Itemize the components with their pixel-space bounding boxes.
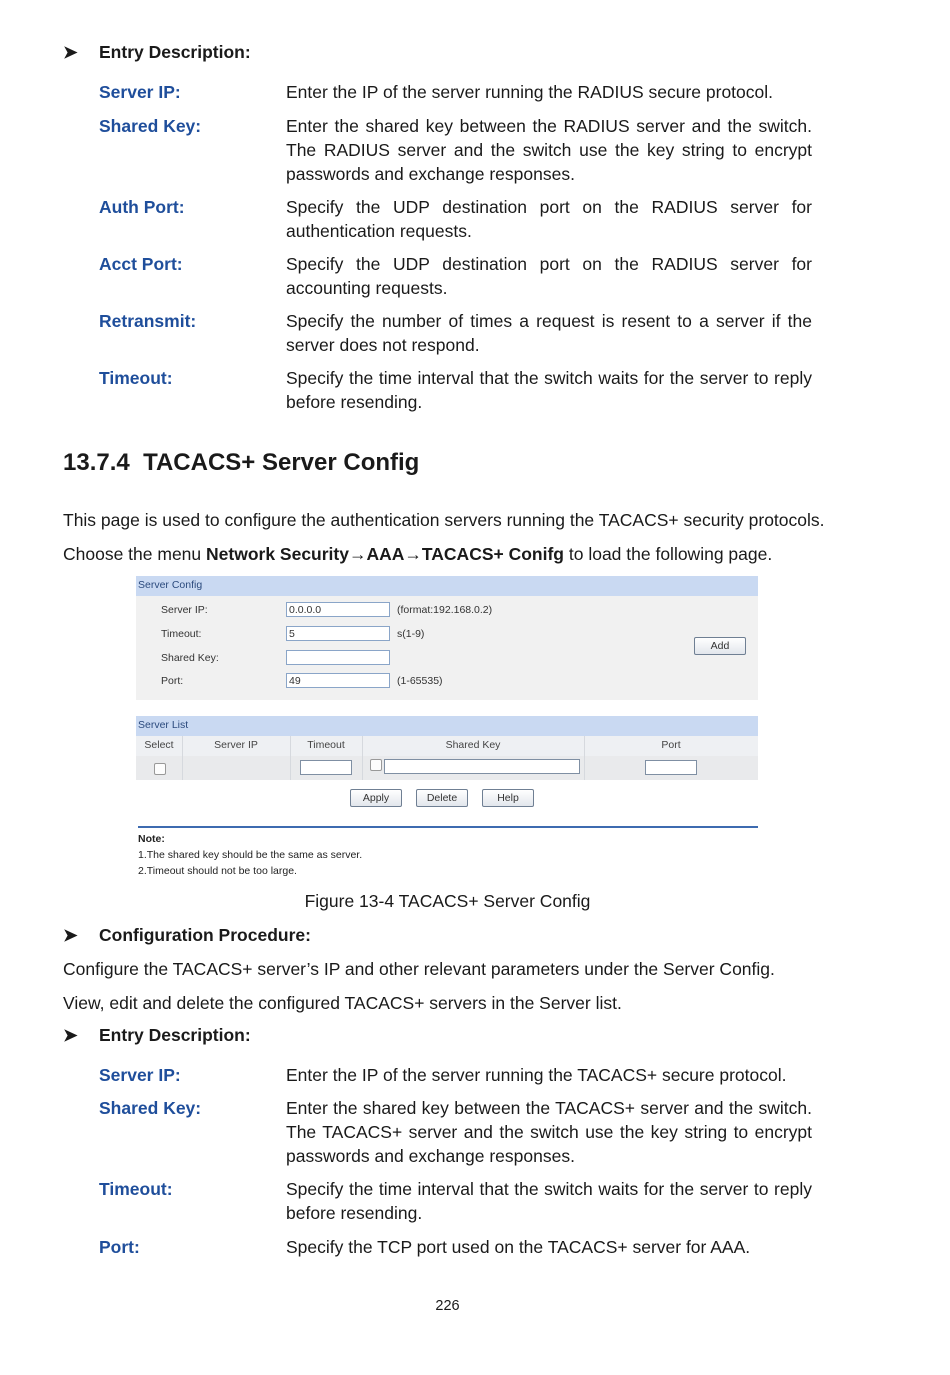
server-config-titlebar: Server Config [136,576,758,596]
note-line-1: 1.The shared key should be the same as server. [138,849,363,861]
entry-term: Auth Port: [99,197,185,217]
figure-caption: Figure 13-4 TACACS+ Server Config [304,891,591,911]
col-divider [584,736,585,780]
shared-key-filter-input[interactable] [384,759,580,774]
configuration-procedure-heading: ➤ Configuration Procedure: [63,925,311,945]
port-hint: (1-65535) [397,675,443,687]
entry-term: Timeout: [99,368,173,388]
bullet-arrow-icon: ➤ [63,1025,78,1045]
entry-term: Port: [99,1237,140,1257]
entry-desc: Enter the shared key between the TACACS+ server and the switch. The TACACS+ server and the switch use the key string to encrypt passwords and exchange responses. [286,1098,812,1166]
port-label: Port: [161,675,184,687]
entry-desc: Specify the time interval that the switch waits for the server to reply before resending. [286,368,812,412]
entry-desc: Specify the TCP port used on the TACACS+ server for AAA. [286,1237,751,1257]
timeout-filter-input[interactable] [300,760,352,775]
add-button[interactable]: Add [694,637,746,655]
entry-desc: Enter the IP of the server running the RADIUS secure protocol. [286,82,774,102]
section-title: 13.7.4 TACACS+ Server Config [63,449,420,476]
entry-term: Acct Port: [99,254,183,274]
procedure-line-2: View, edit and delete the configured TACACS+ servers in the Server list. [63,993,622,1013]
section-intro: This page is used to configure the authentication servers running the TACACS+ security protocols. [63,510,825,530]
col-shared-key: Shared Key [445,739,501,751]
server-list-titlebar: Server List [136,716,758,736]
entry-desc: Specify the UDP destination port on the RADIUS server for accounting requests. [286,254,812,298]
entry-term: Server IP: [99,82,181,102]
timeout-label: Timeout: [161,628,202,640]
tacacs-server-config-screenshot [136,576,758,880]
entry-desc: Enter the shared key between the RADIUS server and the switch. The RADIUS server and the switch use the key string to encrypt passwords and exchange responses. [286,116,812,184]
bullet-arrow-icon: ➤ [63,42,78,62]
server-list-header [136,736,758,756]
server-ip-hint: (format:192.168.0.2) [397,604,493,616]
col-select: Select [144,739,174,751]
entry-desc: Specify the UDP destination port on the RADIUS server for authentication requests. [286,197,812,241]
col-port: Port [661,739,681,751]
delete-button[interactable]: Delete [416,789,468,807]
entry-desc: Specify the number of times a request is resent to a server if the server does not respond. [286,311,812,355]
entry-term: Timeout: [99,1179,173,1199]
bullet-arrow-icon: ➤ [63,925,78,945]
port-input[interactable]: 49 [286,673,390,688]
server-ip-label: Server IP: [161,604,208,616]
entry-term: Shared Key: [99,116,202,136]
col-server-ip: Server IP [214,739,258,751]
entry-description-heading-2: ➤ Entry Description: [63,1025,251,1045]
timeout-hint: s(1-9) [397,628,425,640]
help-button[interactable]: Help [482,789,534,807]
shared-key-label: Shared Key: [161,652,219,664]
page-number: 226 [435,1298,460,1314]
entry-term: Retransmit: [99,311,197,331]
entry-term: Shared Key: [99,1098,202,1118]
col-timeout: Timeout [307,739,345,751]
entry-description-heading: ➤ Entry Description: [63,42,251,62]
note-line-2: 2.Timeout should not be too large. [138,865,297,877]
menu-instruction: Choose the menu Network Security→AAA→TACACS+ Conifg to load the following page. [63,544,773,564]
procedure-line-1: Configure the TACACS+ server’s IP and other relevant parameters under the Server Config. [63,959,775,979]
port-filter-input[interactable] [645,760,697,775]
server-ip-input[interactable]: 0.0.0.0 [286,602,390,617]
col-divider [362,736,363,780]
entry-desc: Specify the time interval that the switch waits for the server to reply before resending. [286,1179,812,1223]
shared-key-input[interactable] [286,650,390,665]
entry-desc: Enter the IP of the server running the TACACS+ secure protocol. [286,1065,787,1085]
note-divider [138,826,758,828]
col-divider [290,736,291,780]
shared-key-checkbox[interactable] [370,759,382,771]
apply-button[interactable]: Apply [350,789,402,807]
entry-term: Server IP: [99,1065,181,1085]
note-title: Note: [138,833,165,845]
menu-path: Network Security→AAA→TACACS+ Conifg [206,544,564,564]
timeout-input[interactable]: 5 [286,626,390,641]
select-all-checkbox[interactable] [154,763,166,775]
col-divider [182,736,183,780]
